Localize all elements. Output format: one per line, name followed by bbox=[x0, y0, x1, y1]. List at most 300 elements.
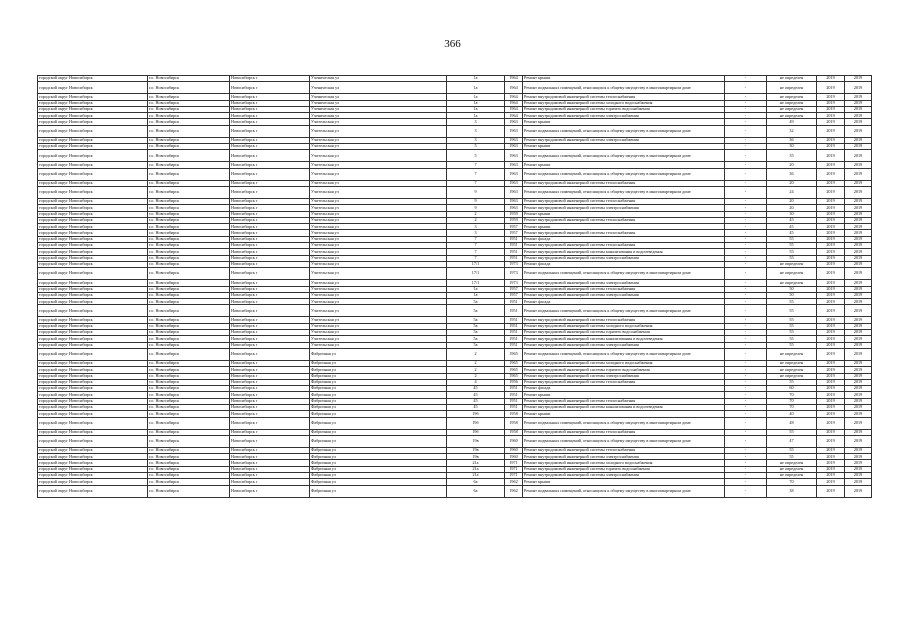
cell-district: городской округ Новосибирск bbox=[38, 342, 148, 348]
cell-to: 2019 bbox=[845, 119, 872, 125]
cell-year: 1963 bbox=[505, 168, 523, 180]
cell-from: 2019 bbox=[817, 417, 845, 429]
cell-year: 1965 bbox=[505, 348, 523, 360]
cell-district: городской округ Новосибирск bbox=[38, 198, 148, 204]
cell-year: 1963 bbox=[505, 119, 523, 125]
cell-cost: не определен bbox=[767, 268, 817, 280]
cell-to: 2019 bbox=[845, 150, 872, 162]
cell-work: Ремонт внутридомовой инженерной системы горячего водоснабжения bbox=[523, 106, 725, 112]
cell-from: 2019 bbox=[817, 94, 845, 100]
cell-year: 1963 bbox=[505, 150, 523, 162]
cell-to: 2019 bbox=[845, 268, 872, 280]
cell-work: Ремонт внутридомовой инженерной системы электроснабжения bbox=[523, 280, 725, 286]
cell-street: Учительская ул bbox=[310, 186, 447, 198]
cell-year: 1964 bbox=[505, 100, 523, 106]
cell-locality: г.о. Новосибирск bbox=[148, 180, 230, 186]
cell-year: 1963 bbox=[505, 198, 523, 204]
cell-dash: - bbox=[725, 261, 767, 267]
cell-house: 9 bbox=[447, 205, 505, 211]
cell-house: 2 bbox=[447, 217, 505, 223]
cell-house: 7 bbox=[447, 180, 505, 186]
cell-street: Фабричная ул bbox=[310, 417, 447, 429]
cell-house: 1а bbox=[447, 76, 505, 82]
cell-district: городской округ Новосибирск bbox=[38, 373, 148, 379]
cell-cost: 32 bbox=[767, 125, 817, 137]
cell-year: 1951 bbox=[505, 342, 523, 348]
cell-cost: 36 bbox=[767, 168, 817, 180]
cell-dash: - bbox=[725, 404, 767, 410]
cell-street: Учительская ул bbox=[310, 323, 447, 329]
cell-district: городской округ Новосибирск bbox=[38, 367, 148, 373]
cell-dash: - bbox=[725, 485, 767, 497]
cell-street: Учительская ул bbox=[310, 305, 447, 317]
cell-dash: - bbox=[725, 386, 767, 392]
table-row bbox=[38, 168, 872, 180]
cell-from: 2019 bbox=[817, 217, 845, 223]
cell-locality: г.о. Новосибирск bbox=[148, 211, 230, 217]
cell-year: 1951 bbox=[505, 236, 523, 242]
cell-year: 1964 bbox=[505, 113, 523, 119]
cell-house: 2 bbox=[447, 367, 505, 373]
cell-work: Ремонт подвальных помещений, относящихся к общему имуществу в многоквартирном доме bbox=[523, 168, 725, 180]
cell-dash: - bbox=[725, 429, 767, 435]
cell-street: Учительская ул bbox=[310, 249, 447, 255]
cell-cost: 50 bbox=[767, 286, 817, 292]
cell-year: 1951 bbox=[505, 317, 523, 323]
cell-cost: 55 bbox=[767, 336, 817, 342]
cell-district: городской округ Новосибирск bbox=[38, 280, 148, 286]
cell-cost: не определен bbox=[767, 460, 817, 466]
cell-to: 2019 bbox=[845, 417, 872, 429]
cell-year: 1951 bbox=[505, 330, 523, 336]
cell-city: Новосибирск г bbox=[230, 144, 310, 150]
cell-district: городской округ Новосибирск bbox=[38, 144, 148, 150]
cell-year: 1963 bbox=[505, 137, 523, 143]
cell-city: Новосибирск г bbox=[230, 113, 310, 119]
cell-house: 5а bbox=[447, 323, 505, 329]
cell-street: Учительская ул bbox=[310, 286, 447, 292]
cell-street: Учительская ул bbox=[310, 144, 447, 150]
cell-year: 1960 bbox=[505, 447, 523, 453]
cell-work: Ремонт внутридомовой инженерной системы горячего водоснабжения bbox=[523, 466, 725, 472]
cell-from: 2019 bbox=[817, 224, 845, 230]
cell-street: Ученическая ул bbox=[310, 113, 447, 119]
cell-house: 2 bbox=[447, 348, 505, 360]
cell-locality: г.о. Новосибирск bbox=[148, 100, 230, 106]
cell-street: Учительская ул bbox=[310, 162, 447, 168]
cell-house: 3 bbox=[447, 230, 505, 236]
cell-district: городской округ Новосибирск bbox=[38, 286, 148, 292]
cell-house: 21а bbox=[447, 466, 505, 472]
cell-house: 45 bbox=[447, 404, 505, 410]
cell-cost: не определен bbox=[767, 373, 817, 379]
cell-dash: - bbox=[725, 360, 767, 366]
cell-year: 1963 bbox=[505, 144, 523, 150]
cell-locality: г.о. Новосибирск bbox=[148, 323, 230, 329]
cell-district: городской округ Новосибирск bbox=[38, 224, 148, 230]
cell-street: Учительская ул bbox=[310, 299, 447, 305]
cell-cost: 55 bbox=[767, 299, 817, 305]
cell-street: Учительская ул bbox=[310, 230, 447, 236]
cell-district: городской округ Новосибирск bbox=[38, 137, 148, 143]
cell-house: 5а bbox=[447, 305, 505, 317]
cell-from: 2019 bbox=[817, 186, 845, 198]
cell-dash: - bbox=[725, 323, 767, 329]
table-row bbox=[38, 268, 872, 280]
cell-city: Новосибирск г bbox=[230, 230, 310, 236]
cell-dash: - bbox=[725, 280, 767, 286]
cell-from: 2019 bbox=[817, 76, 845, 82]
cell-locality: г.о. Новосибирск bbox=[148, 299, 230, 305]
cell-to: 2019 bbox=[845, 392, 872, 398]
cell-street: Фабричная ул bbox=[310, 373, 447, 379]
cell-to: 2019 bbox=[845, 479, 872, 485]
cell-from: 2019 bbox=[817, 485, 845, 497]
cell-work: Ремонт фасада bbox=[523, 386, 725, 392]
cell-work: Ремонт подвальных помещений, относящихся к общему имуществу в многоквартирном доме bbox=[523, 150, 725, 162]
cell-cost: 70 bbox=[767, 398, 817, 404]
cell-work: Ремонт крыши bbox=[523, 224, 725, 230]
cell-to: 2019 bbox=[845, 211, 872, 217]
cell-city: Новосибирск г bbox=[230, 180, 310, 186]
cell-to: 2019 bbox=[845, 125, 872, 137]
cell-year: 1971 bbox=[505, 460, 523, 466]
cell-dash: - bbox=[725, 435, 767, 447]
cell-district: городской округ Новосибирск bbox=[38, 230, 148, 236]
cell-cost: не определен bbox=[767, 261, 817, 267]
cell-from: 2019 bbox=[817, 317, 845, 323]
cell-from: 2019 bbox=[817, 144, 845, 150]
cell-from: 2019 bbox=[817, 348, 845, 360]
cell-street: Учительская ул bbox=[310, 268, 447, 280]
cell-from: 2019 bbox=[817, 460, 845, 466]
cell-to: 2019 bbox=[845, 82, 872, 94]
cell-to: 2019 bbox=[845, 305, 872, 317]
cell-work: Ремонт внутридомовой инженерной системы теплоснабжения bbox=[523, 429, 725, 435]
cell-house: 19в bbox=[447, 454, 505, 460]
cell-dash: - bbox=[725, 82, 767, 94]
cell-locality: г.о. Новосибирск bbox=[148, 230, 230, 236]
cell-city: Новосибирск г bbox=[230, 236, 310, 242]
cell-work: Ремонт внутридомовой инженерной системы электроснабжения bbox=[523, 373, 725, 379]
cell-year: 1957 bbox=[505, 292, 523, 298]
cell-street: Ученическая ул bbox=[310, 100, 447, 106]
cell-district: городской округ Новосибирск bbox=[38, 292, 148, 298]
cell-year: 1963 bbox=[505, 125, 523, 137]
cell-city: Новосибирск г bbox=[230, 317, 310, 323]
cell-city: Новосибирск г bbox=[230, 479, 310, 485]
cell-work: Ремонт крыши bbox=[523, 392, 725, 398]
cell-from: 2019 bbox=[817, 336, 845, 342]
cell-to: 2019 bbox=[845, 485, 872, 497]
cell-locality: г.о. Новосибирск bbox=[148, 386, 230, 392]
cell-district: городской округ Новосибирск bbox=[38, 348, 148, 360]
cell-from: 2019 bbox=[817, 479, 845, 485]
cell-year: 1963 bbox=[505, 162, 523, 168]
cell-from: 2019 bbox=[817, 398, 845, 404]
cell-street: Ученическая ул bbox=[310, 94, 447, 100]
cell-street: Фабричная ул bbox=[310, 429, 447, 435]
cell-locality: г.о. Новосибирск bbox=[148, 150, 230, 162]
cell-house: 19б bbox=[447, 429, 505, 435]
cell-work: Ремонт внутридомовой инженерной системы теплоснабжения bbox=[523, 398, 725, 404]
cell-to: 2019 bbox=[845, 398, 872, 404]
cell-city: Новосибирск г bbox=[230, 186, 310, 198]
cell-year: 1951 bbox=[505, 255, 523, 261]
cell-from: 2019 bbox=[817, 386, 845, 392]
cell-city: Новосибирск г bbox=[230, 217, 310, 223]
cell-cost: 55 bbox=[767, 330, 817, 336]
cell-dash: - bbox=[725, 76, 767, 82]
cell-street: Фабричная ул bbox=[310, 411, 447, 417]
cell-city: Новосибирск г bbox=[230, 323, 310, 329]
cell-from: 2019 bbox=[817, 249, 845, 255]
cell-city: Новосибирск г bbox=[230, 261, 310, 267]
cell-city: Новосибирск г bbox=[230, 292, 310, 298]
cell-cost: 55 bbox=[767, 323, 817, 329]
cell-dash: - bbox=[725, 305, 767, 317]
cell-street: Фабричная ул bbox=[310, 485, 447, 497]
cell-work: Ремонт внутридомовой инженерной системы теплоснабжения bbox=[523, 243, 725, 249]
cell-district: городской округ Новосибирск bbox=[38, 435, 148, 447]
cell-locality: г.о. Новосибирск bbox=[148, 398, 230, 404]
cell-work: Ремонт внутридомовой инженерной системы электроснабжения bbox=[523, 342, 725, 348]
cell-work: Ремонт внутридомовой инженерной системы теплоснабжения bbox=[523, 180, 725, 186]
cell-district: городской округ Новосибирск bbox=[38, 150, 148, 162]
cell-house: 5а bbox=[447, 330, 505, 336]
cell-locality: г.о. Новосибирск bbox=[148, 336, 230, 342]
cell-locality: г.о. Новосибирск bbox=[148, 292, 230, 298]
cell-locality: г.о. Новосибирск bbox=[148, 125, 230, 137]
cell-cost: 55 bbox=[767, 429, 817, 435]
cell-to: 2019 bbox=[845, 460, 872, 466]
cell-dash: - bbox=[725, 473, 767, 479]
cell-work: Ремонт внутридомовой инженерной системы холодного водоснабжения bbox=[523, 100, 725, 106]
cell-year: 1951 bbox=[505, 299, 523, 305]
cell-from: 2019 bbox=[817, 168, 845, 180]
cell-district: городской округ Новосибирск bbox=[38, 119, 148, 125]
cell-year: 1957 bbox=[505, 286, 523, 292]
cell-dash: - bbox=[725, 137, 767, 143]
cell-to: 2019 bbox=[845, 106, 872, 112]
cell-dash: - bbox=[725, 479, 767, 485]
cell-house: 1а bbox=[447, 106, 505, 112]
cell-to: 2019 bbox=[845, 292, 872, 298]
cell-cost: 38 bbox=[767, 485, 817, 497]
cell-dash: - bbox=[725, 317, 767, 323]
cell-dash: - bbox=[725, 398, 767, 404]
cell-dash: - bbox=[725, 217, 767, 223]
table-row bbox=[38, 417, 872, 429]
cell-cost: 35 bbox=[767, 150, 817, 162]
cell-work: Ремонт крыши bbox=[523, 211, 725, 217]
cell-from: 2019 bbox=[817, 473, 845, 479]
cell-from: 2019 bbox=[817, 125, 845, 137]
cell-cost: 45 bbox=[767, 230, 817, 236]
cell-to: 2019 bbox=[845, 198, 872, 204]
cell-locality: г.о. Новосибирск bbox=[148, 113, 230, 119]
cell-street: Учительская ул bbox=[310, 243, 447, 249]
table-row bbox=[38, 82, 872, 94]
table-row bbox=[38, 150, 872, 162]
cell-cost: 55 bbox=[767, 236, 817, 242]
cell-locality: г.о. Новосибирск bbox=[148, 373, 230, 379]
cell-district: городской округ Новосибирск bbox=[38, 249, 148, 255]
cell-year: 1951 bbox=[505, 323, 523, 329]
cell-year: 1964 bbox=[505, 76, 523, 82]
cell-locality: г.о. Новосибирск bbox=[148, 243, 230, 249]
cell-district: городской округ Новосибирск bbox=[38, 268, 148, 280]
cell-city: Новосибирск г bbox=[230, 255, 310, 261]
cell-street: Фабричная ул bbox=[310, 379, 447, 385]
cell-to: 2019 bbox=[845, 261, 872, 267]
cell-locality: г.о. Новосибирск bbox=[148, 429, 230, 435]
cell-work: Ремонт внутридомовой инженерной системы холодного водоснабжения bbox=[523, 360, 725, 366]
cell-district: городской округ Новосибирск bbox=[38, 243, 148, 249]
cell-cost: 20 bbox=[767, 180, 817, 186]
cell-year: 1958 bbox=[505, 429, 523, 435]
cell-year: 1960 bbox=[505, 435, 523, 447]
cell-dash: - bbox=[725, 198, 767, 204]
cell-house: 45 bbox=[447, 392, 505, 398]
cell-house: 17/1 bbox=[447, 268, 505, 280]
cell-house: 1а bbox=[447, 292, 505, 298]
cell-house: 17/1 bbox=[447, 280, 505, 286]
cell-from: 2019 bbox=[817, 119, 845, 125]
cell-from: 2019 bbox=[817, 162, 845, 168]
cell-house: 5а bbox=[447, 299, 505, 305]
cell-work: Ремонт внутридомовой инженерной системы электроснабжения bbox=[523, 473, 725, 479]
cell-district: городской округ Новосибирск bbox=[38, 186, 148, 198]
cell-year: 1964 bbox=[505, 106, 523, 112]
cell-to: 2019 bbox=[845, 180, 872, 186]
cell-house: 21а bbox=[447, 460, 505, 466]
cell-street: Учительская ул bbox=[310, 317, 447, 323]
cell-locality: г.о. Новосибирск bbox=[148, 224, 230, 230]
cell-district: городской округ Новосибирск bbox=[38, 330, 148, 336]
cell-house: 2 bbox=[447, 373, 505, 379]
cell-locality: г.о. Новосибирск bbox=[148, 479, 230, 485]
cell-dash: - bbox=[725, 144, 767, 150]
cell-locality: г.о. Новосибирск bbox=[148, 367, 230, 373]
cell-locality: г.о. Новосибирск bbox=[148, 466, 230, 472]
cell-street: Учительская ул bbox=[310, 292, 447, 298]
cell-city: Новосибирск г bbox=[230, 299, 310, 305]
cell-cost: 20 bbox=[767, 205, 817, 211]
cell-from: 2019 bbox=[817, 292, 845, 298]
cell-year: 1960 bbox=[505, 454, 523, 460]
cell-dash: - bbox=[725, 417, 767, 429]
cell-city: Новосибирск г bbox=[230, 466, 310, 472]
cell-locality: г.о. Новосибирск bbox=[148, 217, 230, 223]
cell-cost: 40 bbox=[767, 411, 817, 417]
table-row bbox=[38, 348, 872, 360]
cell-dash: - bbox=[725, 286, 767, 292]
page-number: 366 bbox=[444, 38, 461, 50]
cell-street: Фабричная ул bbox=[310, 392, 447, 398]
cell-dash: - bbox=[725, 268, 767, 280]
cell-house: 1а bbox=[447, 286, 505, 292]
cell-work: Ремонт фасада bbox=[523, 261, 725, 267]
cell-street: Учительская ул bbox=[310, 236, 447, 242]
cell-to: 2019 bbox=[845, 137, 872, 143]
cell-from: 2019 bbox=[817, 392, 845, 398]
cell-dash: - bbox=[725, 249, 767, 255]
cell-from: 2019 bbox=[817, 100, 845, 106]
cell-locality: г.о. Новосибирск bbox=[148, 447, 230, 453]
cell-cost: 55 bbox=[767, 342, 817, 348]
cell-house: 1а bbox=[447, 82, 505, 94]
cell-street: Фабричная ул bbox=[310, 435, 447, 447]
cell-city: Новосибирск г bbox=[230, 268, 310, 280]
cell-district: городской округ Новосибирск bbox=[38, 125, 148, 137]
cell-street: Учительская ул bbox=[310, 255, 447, 261]
cell-from: 2019 bbox=[817, 230, 845, 236]
cell-dash: - bbox=[725, 168, 767, 180]
cell-street: Учительская ул bbox=[310, 205, 447, 211]
table-row bbox=[38, 485, 872, 497]
cell-to: 2019 bbox=[845, 255, 872, 261]
cell-year: 1956 bbox=[505, 379, 523, 385]
cell-locality: г.о. Новосибирск bbox=[148, 255, 230, 261]
cell-from: 2019 bbox=[817, 82, 845, 94]
cell-district: городской округ Новосибирск bbox=[38, 411, 148, 417]
cell-district: городской округ Новосибирск bbox=[38, 100, 148, 106]
cell-to: 2019 bbox=[845, 435, 872, 447]
cell-cost: не определен bbox=[767, 348, 817, 360]
cell-district: городской округ Новосибирск bbox=[38, 466, 148, 472]
cell-year: 1951 bbox=[505, 398, 523, 404]
cell-from: 2019 bbox=[817, 305, 845, 317]
cell-street: Учительская ул bbox=[310, 336, 447, 342]
cell-cost: 55 bbox=[767, 317, 817, 323]
cell-locality: г.о. Новосибирск bbox=[148, 485, 230, 497]
cell-district: городской округ Новосибирск bbox=[38, 392, 148, 398]
cell-work: Ремонт фасада bbox=[523, 236, 725, 242]
cell-year: 1951 bbox=[505, 243, 523, 249]
cell-district: городской округ Новосибирск bbox=[38, 485, 148, 497]
cell-locality: г.о. Новосибирск bbox=[148, 249, 230, 255]
cell-street: Фабричная ул bbox=[310, 367, 447, 373]
cell-street: Фабричная ул bbox=[310, 398, 447, 404]
cell-dash: - bbox=[725, 411, 767, 417]
cell-from: 2019 bbox=[817, 342, 845, 348]
cell-dash: - bbox=[725, 392, 767, 398]
cell-dash: - bbox=[725, 292, 767, 298]
cell-city: Новосибирск г bbox=[230, 392, 310, 398]
cell-year: 1973 bbox=[505, 261, 523, 267]
cell-dash: - bbox=[725, 230, 767, 236]
cell-work: Ремонт крыши bbox=[523, 119, 725, 125]
cell-street: Учительская ул bbox=[310, 168, 447, 180]
cell-district: городской округ Новосибирск bbox=[38, 317, 148, 323]
cell-district: городской округ Новосибирск bbox=[38, 460, 148, 466]
cell-house: 5 bbox=[447, 150, 505, 162]
cell-district: городской округ Новосибирск bbox=[38, 113, 148, 119]
cell-locality: г.о. Новосибирск bbox=[148, 392, 230, 398]
cell-locality: г.о. Новосибирск bbox=[148, 198, 230, 204]
cell-city: Новосибирск г bbox=[230, 379, 310, 385]
cell-from: 2019 bbox=[817, 404, 845, 410]
cell-cost: 47 bbox=[767, 435, 817, 447]
cell-house: 7 bbox=[447, 168, 505, 180]
cell-street: Учительская ул bbox=[310, 261, 447, 267]
cell-locality: г.о. Новосибирск bbox=[148, 330, 230, 336]
cell-to: 2019 bbox=[845, 330, 872, 336]
cell-cost: 30 bbox=[767, 211, 817, 217]
cell-from: 2019 bbox=[817, 379, 845, 385]
repair-schedule-table bbox=[37, 75, 872, 498]
